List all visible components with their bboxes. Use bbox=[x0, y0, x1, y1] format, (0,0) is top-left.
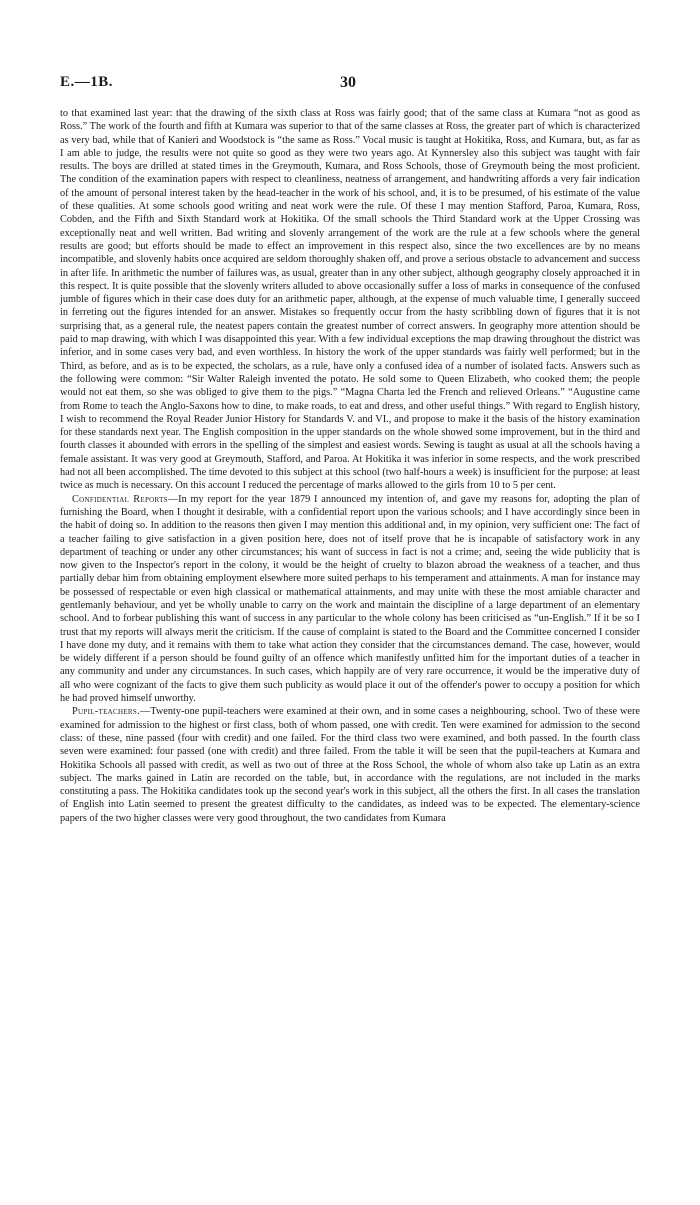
page-header bbox=[60, 74, 640, 98]
pupil-teachers-heading: Pupil-teachers. bbox=[72, 706, 140, 718]
paragraph-drawing-history: to that examined last year: that the drawing of the sixth class at Ross was fairly good; that of the same class at Kumara “not as good as Ross.” The work of the fourth and fifth at Kumara was superior to that of the same classes at Ross, the greater part of which is characterized as very bad, while that of Kanieri and Woodstock is “the same as Ross.” Vocal music is taught at Hokitika, Ross, and Kumara, but, as far as I am able to judge, the results were not quite so good as they were two years ago. At Kynnersley also this subject was taught with fair results. The boys are drilled at stated times in the Greymouth, Kumara, and Ross Schools, those of Greymouth being the most proficient. The condition of the examination papers with respect to cleanliness, neatness of arrangement, and handwriting affords a very fair indication of the amount of personal interest taken by the head-teacher in the work of his school, and, it is to be presumed, of his estimate of the value of these qualities. At some schools good writing and neat work were the rule. Of these I may mention Stafford, Paroa, Kumara, Ross, Cobden, and the Fifth and Sixth Standard work at Hokitika. Of the small schools the Third Standard work at the Upper Crossing was exceptionally neat and well written. Bad writing and slovenly arrangement of the work are the rule at a few schools where the general results are good; but efforts should be made to effect an improvement in this respect also, since the two excellences are by no means incompatible, and slovenly habits once acquired are seldom thoroughly shaken off, and prove a serious obstacle to advancement and success in after life. In arithmetic the number of failures was, as usual, greater than in any other subject, although geography closely approached it in this respect. It is quite possible that the slovenly writers alluded to above occasionally suffer a loss of marks in consequence of the confused jumble of figures which in their case does duty for an arithmetic paper, although, at the expense of much valuable time, I generally succeed in ferreting out the figures intended for an answer. Mistakes so frequently occur from the hasty scribbling down of figures that it is not surprising that, as a general rule, the neatest papers contain the greatest number of correct answers. In geography more attention should be paid to map drawing, with which I was disappointed this year. With a few individual exceptions the map drawing throughout the district was inferior, and in some cases very bad, and even worthless. In history the work of the upper standards was fairly well performed; but in the Third, as before, and as is to be expected, the scholars, as a rule, have only a confused idea of a number of isolated facts. Answers such as the following were common: “Sir Walter Raleigh invented the potato. He sold some to Queen Elizabeth, who cooked them; the people would not eat them, so she was obliged to give them to the pigs.” “Magna Charta led the French and relieved Orleans.” “Augustine came from Rome to teach the Anglo-Saxons how to dine, to make roads, to eat and dress, and other useful things.” With regard to English history, I wish to recommend the Royal Reader Junior History for Standards V. and VI., and propose to make it the basis of the history examination for these standards next year. The English composition in the upper standards on the whole showed some improvement, but in the third and fourth classes it abounded with errors in the spelling of the simplest and easiest words. Sewing is taught as usual at all the schools having a female assistant. It was very good at Greymouth, Stafford, and Paroa. At Hokitika it was inferior in some respects, and the work prescribed had not all been accomplished. The time devoted to this subject at this school (two half-hours a week) is insufficient for the purpose: at least twice as much is necessary. On this account I reduced the percentage of marks allowed to the girls from 10 to 5 per cent. bbox=[60, 108, 640, 492]
confidential-reports-heading: Confidential Reports bbox=[72, 493, 168, 505]
document-body bbox=[60, 107, 640, 825]
page-number: 30 bbox=[340, 74, 356, 91]
paragraph-pupil-teachers bbox=[60, 705, 640, 825]
confidential-reports-text: —In my report for the year 1879 I announced my intention of, and gave my reasons for, adopting the plan of furnishing the Board, when I thought it desirable, with a confidential report upon the various schools; and I have accordingly since been in the habit of doing so. In addition to the reasons then given I may mention this additional and, in my opinion, very sufficient one: The fact of a teacher failing to give satisfaction in a given position here, does not of itself prove that he is incapable of satisfactory work in any department of teaching or under any other circumstances; his want of success in fact is not a crime; and, seeing the wide publicity that is now given to the Inspector's report in the colony, it would be the height of cruelty to blazon abroad the weakness of a teacher, and thus partially debar him from obtaining employment elsewhere more suited perhaps to his temperament and attainments. A man for instance may be possessed of respectable or even high classical or mathematical attainments, and may unite with these the most amiable character and gentlemanly behaviour, and yet be wholly unable to carry on the work and maintain the discipline of a large department of an elementary school. And to forbear publishing this want of success in any particular to the whole colony has been criticised as “un-English.” If it be so I trust that my reports will always merit the criticism. If the cause of complaint is stated to the Board and the Committee concerned I consider I have done my duty, and it remains with them to take what action they consider that the circumstances demand. The case, however, would be widely different if a person should be found guilty of an offence which manifestly unfitted him for the important duties of a teacher in any community and under any circumstances. In such cases, which happily are of very rare occurrence, it would be the imperative duty of all who were cognizant of the facts to give them such publicity as would place it out of the offender's power to occupy a position for which he had proved himself unworthy. bbox=[60, 493, 640, 705]
pupil-teachers-text: —Twenty-one pupil-teachers were examined at their own, and in some cases a neighbouring, school. Two of these were examined for admission to the highest or first class, both of whom passed, one with credit. Ten were examined for admission to the second class: of these, nine passed (four with credit) and one failed. For the third class two were examined, and both passed. In the fourth class seven were examined: four passed (one with credit) and three failed. From the table it will be seen that the pupil-teachers at Kumara and Hokitika Schools all passed with credit, as well as two out of three at the Ross School, the whole of whom also take up Latin as an extra subject. The marks gained in Latin are recorded on the table, but, in accordance with the regulations, are not included in the marks constituting a pass. The Hokitika candidates took up the second year's work in this subject, all the others the first. In all cases the translation of English into Latin seemed to present the greatest difficulty to the candidates, as indeed was to be expected. The elementary-science papers of the two higher classes were very good throughout, the two candidates from Kumara bbox=[60, 706, 640, 824]
document-reference: E.—1B. bbox=[60, 74, 114, 90]
paragraph-confidential-reports bbox=[60, 493, 640, 706]
